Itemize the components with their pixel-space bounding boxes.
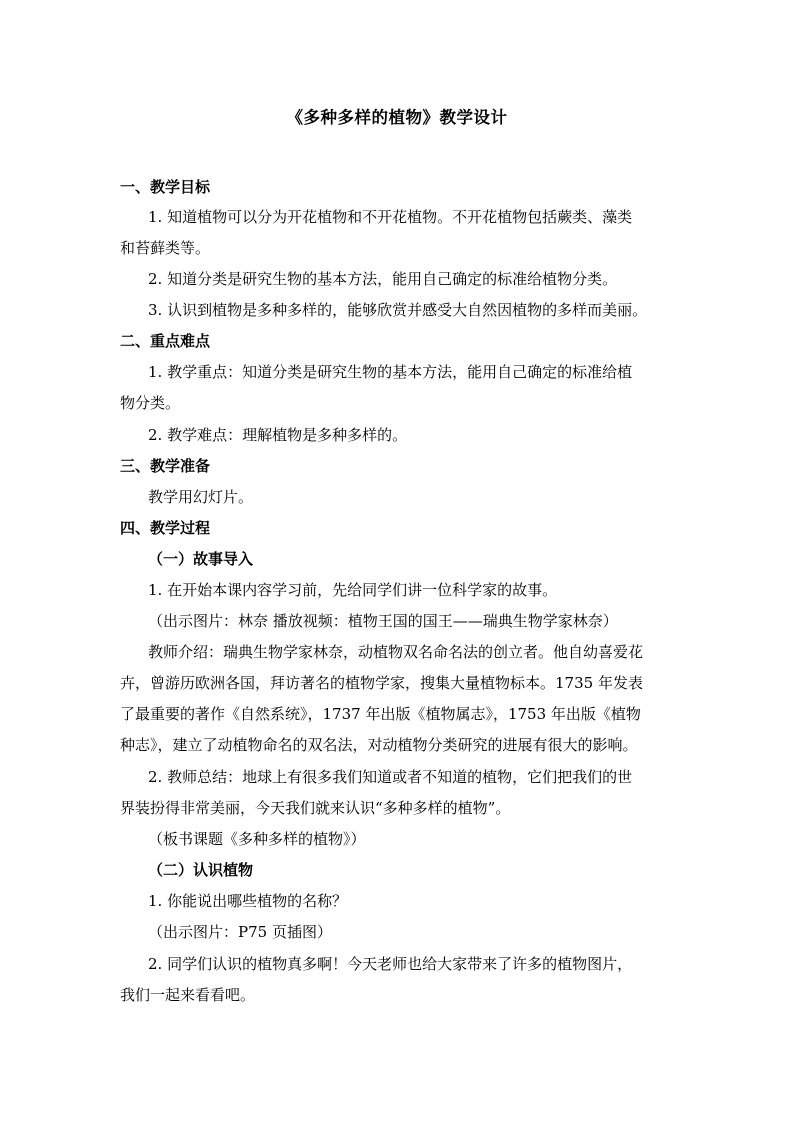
section-heading-key-points: 二、重点难点: [120, 332, 211, 350]
subsection-heading-story-intro: （一）故事导入: [148, 550, 254, 568]
paragraph-line: 1. 知道植物可以分为开花植物和不开花植物。不开花植物包括蕨类、藻类: [148, 208, 633, 226]
paragraph-line: 种志》，建立了动植物命名的双名法，对动植物分类研究的进展有很大的影响。: [120, 736, 638, 754]
paragraph-line: 教师介绍：瑞典生物学家林奈，动植物双名命名法的创立者。他自幼喜爱花: [148, 643, 644, 661]
paragraph-line: （出示图片：林奈 播放视频：植物王国的国王——瑞典生物学家林奈）: [148, 612, 618, 630]
paragraph-line: 我们一起来看看吧。: [120, 986, 256, 1004]
section-heading-process: 四、教学过程: [120, 519, 211, 537]
paragraph-line: 了最重要的著作《自然系统》，1737 年出版《植物属志》，1753 年出版《植物: [120, 705, 641, 723]
paragraph-line: 物分类。: [120, 394, 181, 412]
paragraph-line: 2. 同学们认识的植物真多啊！今天老师也给大家带来了许多的植物图片，: [148, 955, 633, 973]
document-title: 《多种多样的植物》教学设计: [286, 108, 508, 127]
paragraph-line: 2. 教学难点：理解植物是多种多样的。: [148, 426, 408, 444]
subsection-heading-know-plants: （二）认识植物: [148, 861, 254, 879]
section-heading-objectives: 一、教学目标: [120, 178, 211, 196]
paragraph-line: 界装扮得非常美丽，今天我们就来认识“多种多样的植物”。: [120, 799, 511, 817]
paragraph-line: （出示图片：P75 页插图）: [148, 923, 332, 941]
paragraph-line: 1. 教学重点：知道分类是研究生物的基本方法，能用自己确定的标准给植: [148, 363, 633, 381]
paragraph-line: 2. 教师总结：地球上有很多我们知道或者不知道的植物，它们把我们的世: [148, 768, 633, 786]
paragraph-line: （板书课题《多种多样的植物》）: [148, 830, 366, 848]
paragraph-line: 1. 你能说出哪些植物的名称？: [148, 892, 348, 910]
paragraph-line: 教学用幻灯片。: [148, 488, 254, 506]
section-heading-preparation: 三、教学准备: [120, 457, 211, 475]
paragraph-line: 3. 认识到植物是多种多样的，能够欣赏并感受大自然因植物的多样而美丽。: [148, 301, 648, 319]
paragraph-line: 卉，曾游历欧洲各国，拜访著名的植物学家，搜集大量植物标本。1735 年发表: [120, 674, 643, 692]
paragraph-line: 2. 知道分类是研究生物的基本方法，能用自己确定的标准给植物分类。: [148, 270, 618, 288]
paragraph-line: 和苔藓类等。: [120, 239, 211, 257]
paragraph-line: 1. 在开始本课内容学习前，先给同学们讲一位科学家的故事。: [148, 581, 558, 599]
